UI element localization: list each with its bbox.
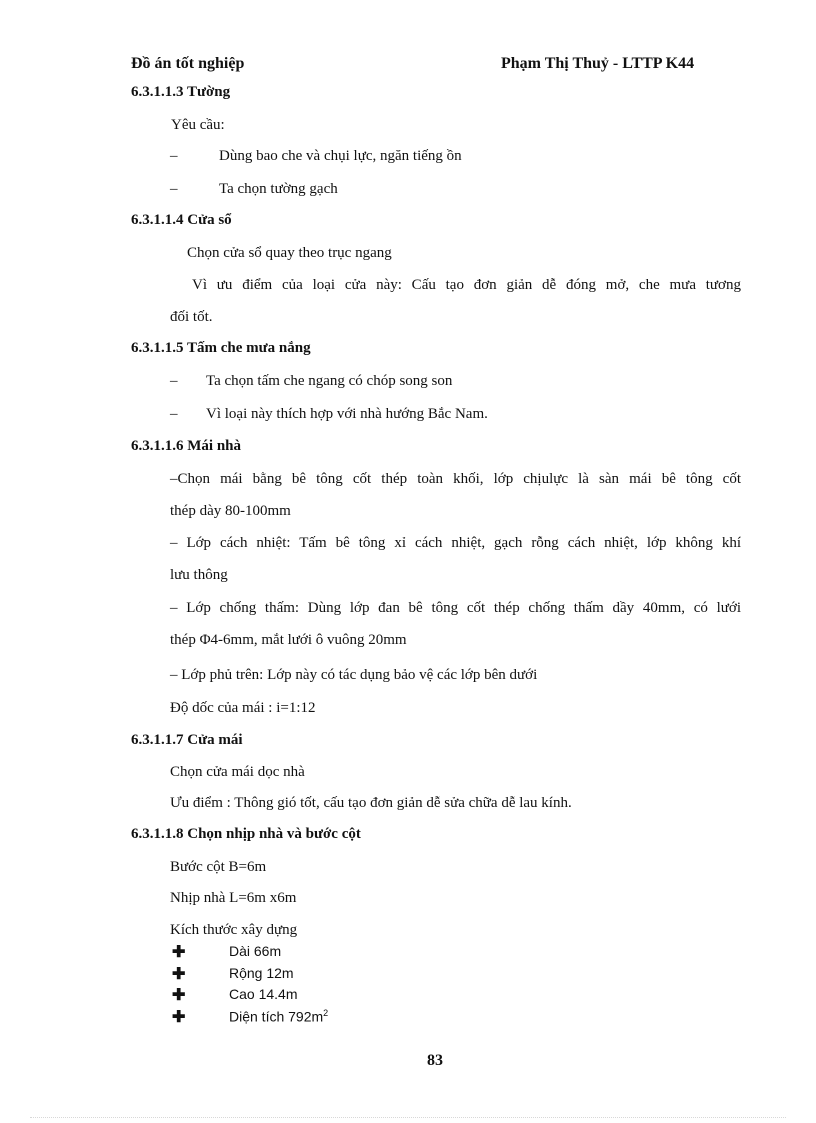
header-left: Đồ án tốt nghiệp <box>131 55 245 72</box>
area-superscript: 2 <box>323 1008 329 1018</box>
dimension-area <box>229 1008 328 1025</box>
roof-para-2a: – Lớp cách nhiệt: Tấm bê tông xỉ cách nhiệt, gạch rỗng cách nhiệt, lớp không khí <box>170 535 741 551</box>
section-heading-skylight: 6.3.1.1.7 Cửa mái <box>131 732 243 748</box>
dimension-length: Dài 66m <box>229 943 282 959</box>
skylight-line-2: Ưu điểm : Thông gió tốt, cấu tạo đơn giản dễ sửa chữa dễ lau kính. <box>170 795 572 811</box>
roof-para-3b: thép Φ4-6mm, mắt lưới ô vuông 20mm <box>170 632 407 648</box>
section-heading-windows: 6.3.1.1.4 Cửa sổ <box>131 212 232 228</box>
column-step: Bước cột B=6m <box>170 859 267 875</box>
dash-bullet: – <box>170 148 178 164</box>
sunshade-item-2: Vì loại này thích hợp với nhà hướng Bắc Nam. <box>206 406 488 422</box>
plus-bullet-icon: ✚ <box>172 944 186 961</box>
walls-intro: Yêu cầu: <box>171 117 225 133</box>
dimension-height: Cao 14.4m <box>229 986 298 1002</box>
plus-bullet-icon: ✚ <box>172 966 186 983</box>
page-number: 83 <box>427 1052 443 1069</box>
sunshade-item-1: Ta chọn tấm che ngang có chóp song son <box>206 373 453 389</box>
skylight-line-1: Chọn cửa mái dọc nhà <box>170 764 305 780</box>
roof-para-3a: – Lớp chống thấm: Dùng lớp đan bê tông cốt thép chống thấm dầy 40mm, có lưới <box>170 600 741 616</box>
plus-bullet-icon: ✚ <box>172 1009 186 1026</box>
dash-bullet: – <box>170 181 178 197</box>
roof-para-4: – Lớp phủ trên: Lớp này có tác dụng bảo vệ các lớp bên dưới <box>170 667 538 683</box>
plus-bullet-icon: ✚ <box>172 987 186 1004</box>
section-heading-span: 6.3.1.1.8 Chọn nhịp nhà và bước cột <box>131 826 361 842</box>
dimension-width: Rộng 12m <box>229 965 294 981</box>
section-heading-sunshade: 6.3.1.1.5 Tấm che mưa nắng <box>131 340 311 356</box>
bottom-dotted-rule <box>30 1117 786 1118</box>
walls-item-1: Dùng bao che và chụi lực, ngăn tiếng ồn <box>219 148 462 164</box>
section-heading-walls: 6.3.1.1.3 Tường <box>131 84 231 100</box>
dash-bullet: – <box>170 373 178 389</box>
windows-line-2a: Vì ưu điểm của loại cửa này: Cấu tạo đơn giản dễ đóng mở, che mưa tương <box>192 277 741 293</box>
dimensions-label: Kích thước xây dựng <box>170 922 298 938</box>
windows-line-2b: đối tốt. <box>170 309 213 325</box>
roof-para-1b: thép dày 80-100mm <box>170 503 291 519</box>
roof-para-1a: –Chọn mái bằng bê tông cốt thép toàn khối, lớp chịulực là sàn mái bê tông cốt <box>170 471 741 487</box>
roof-slope: Độ dốc của mái : i=1:12 <box>170 700 316 716</box>
dimension-area-value: Diện tích 792m <box>229 1008 324 1025</box>
header-right: Phạm Thị Thuỷ - LTTP K44 <box>501 55 695 72</box>
span-size: Nhịp nhà L=6m x6m <box>170 890 297 906</box>
walls-item-2: Ta chọn tường gạch <box>219 181 338 197</box>
dash-bullet: – <box>170 406 178 422</box>
windows-line-1: Chọn cửa sổ quay theo trục ngang <box>187 245 392 261</box>
section-heading-roof: 6.3.1.1.6 Mái nhà <box>131 438 242 454</box>
roof-para-2b: lưu thông <box>170 567 228 583</box>
